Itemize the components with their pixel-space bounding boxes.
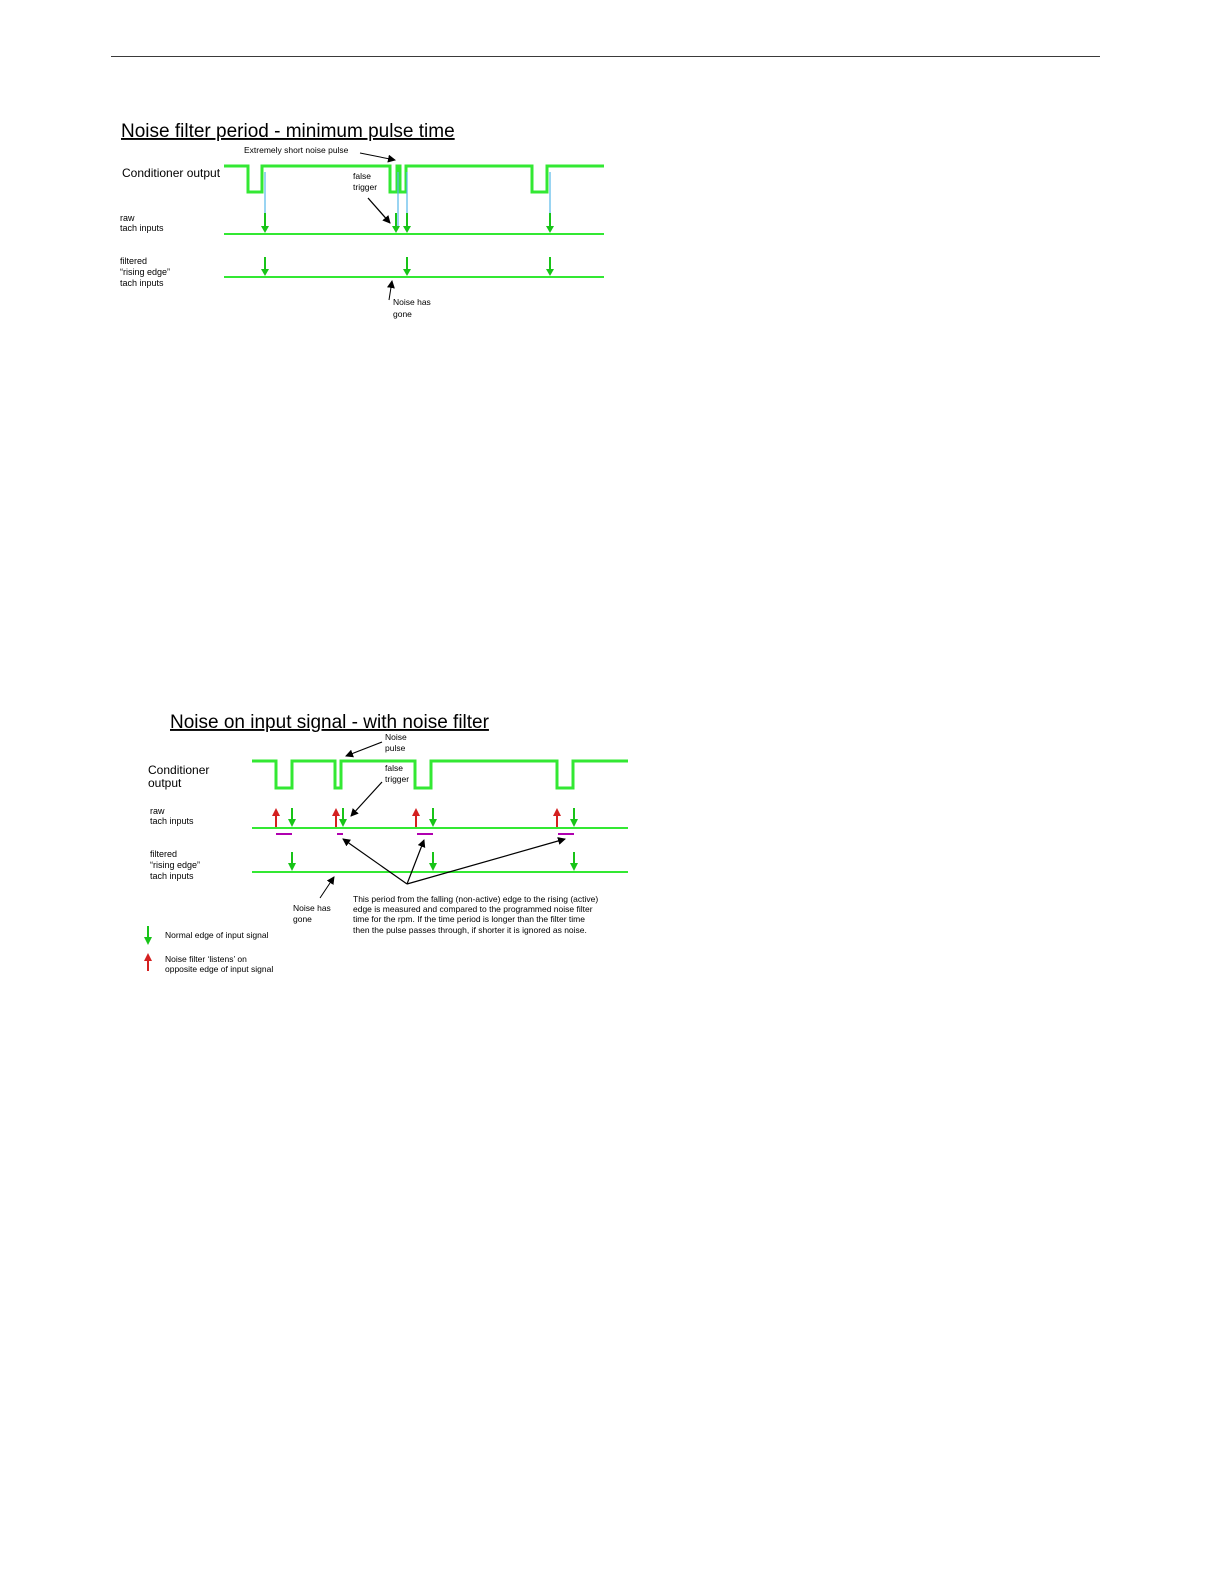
figure2-noise-gone-2: gone — [293, 914, 312, 924]
legend-normal-edge-label: Normal edge of input signal — [165, 930, 269, 940]
down-arrow-icon — [339, 808, 347, 827]
figure1-noise-gone-2: gone — [393, 309, 412, 319]
figure2-explanation-line-2: edge is measured and compared to the programmed noise filter — [353, 904, 593, 914]
down-arrow-icon — [570, 808, 578, 827]
figure2-conditioner-label-1: Conditioner — [148, 763, 210, 777]
figure2-explanation-line-3: time for the rpm. If the time period is longer than the filter time — [353, 914, 585, 924]
down-arrow-icon — [429, 852, 437, 871]
down-arrow-icon — [288, 808, 296, 827]
figure1-filtered-label-1: filtered — [120, 256, 148, 266]
figure1-filtered-label-3: tach inputs — [120, 278, 164, 288]
figure2-title: Noise on input signal - with noise filter — [170, 712, 489, 733]
figure-1 — [120, 121, 604, 319]
figure2-filtered-label-2: “rising edge” — [150, 860, 201, 870]
figure1-conditioner-waveform — [224, 166, 604, 192]
figure1-raw-edge-arrows — [261, 213, 554, 233]
figure1-false-trigger-pointer — [368, 198, 390, 223]
figure1-raw-label-1: raw — [120, 213, 135, 223]
down-arrow-icon — [546, 213, 554, 233]
figure2-filtered-label-1: filtered — [150, 849, 178, 859]
figure1-filtered-edge-arrows — [261, 257, 554, 276]
figure2-false-trigger-1: false — [385, 763, 403, 773]
figure1-filtered-label-2: “rising edge” — [120, 267, 171, 277]
figure2-raw-label-2: tach inputs — [150, 816, 194, 826]
figure1-noise-pulse-note: Extremely short noise pulse — [244, 145, 349, 155]
figure2-explanation-line-1: This period from the falling (non-active) edge to the rising (active) — [353, 894, 599, 904]
figure2-opposite-edge-arrows — [272, 808, 561, 827]
up-arrow-icon — [332, 808, 340, 827]
figure2-noise-pulse-pointer — [346, 742, 382, 756]
figure1-conditioner-label: Conditioner output — [122, 166, 221, 180]
figure2-conditioner-waveform — [252, 761, 628, 788]
down-arrow-icon — [403, 257, 411, 276]
figure2-conditioner-label-2: output — [148, 776, 182, 790]
down-arrow-icon — [403, 213, 411, 233]
down-arrow-icon — [429, 808, 437, 827]
legend-listens-icon — [144, 953, 152, 971]
figure1-raw-label-2: tach inputs — [120, 223, 164, 233]
down-arrow-icon — [392, 213, 400, 233]
figure2-noise-gone-pointer — [320, 877, 334, 898]
figure2-false-trigger-2: trigger — [385, 774, 410, 784]
figure1-noise-pulse-pointer — [360, 153, 395, 160]
down-arrow-icon — [261, 257, 269, 276]
figure-2 — [144, 712, 628, 974]
figure2-legend — [144, 926, 273, 974]
down-arrow-icon — [261, 213, 269, 233]
figure2-explanation-pointers — [343, 839, 565, 884]
legend-normal-edge-icon — [144, 926, 152, 945]
down-arrow-icon — [288, 852, 296, 871]
up-arrow-icon — [412, 808, 420, 827]
figure1-title: Noise filter period - minimum pulse time — [121, 121, 455, 142]
down-arrow-icon — [546, 257, 554, 276]
down-arrow-icon — [570, 852, 578, 871]
figure1-noise-gone-pointer — [389, 281, 392, 300]
figure2-noise-pulse-1: Noise — [385, 732, 407, 742]
figure1-noise-gone-1: Noise has — [393, 297, 431, 307]
figure2-raw-label-1: raw — [150, 806, 165, 816]
figure2-raw-edge-arrows — [288, 808, 578, 827]
figure2-filtered-edge-arrows — [288, 852, 578, 871]
up-arrow-icon — [272, 808, 280, 827]
figure1-false-trigger-2: trigger — [353, 182, 378, 192]
figure2-noise-gone-1: Noise has — [293, 903, 331, 913]
figure2-false-trigger-pointer — [351, 782, 382, 816]
figure2-noise-pulse-2: pulse — [385, 743, 406, 753]
figure1-false-trigger-1: false — [353, 171, 371, 181]
figure2-filtered-label-3: tach inputs — [150, 871, 194, 881]
legend-listens-label-1: Noise filter ‘listens’ on — [165, 954, 247, 964]
figure2-explanation-line-4: then the pulse passes through, if shorter it is ignored as noise. — [353, 925, 587, 935]
legend-listens-label-2: opposite edge of input signal — [165, 964, 274, 974]
up-arrow-icon — [553, 808, 561, 827]
